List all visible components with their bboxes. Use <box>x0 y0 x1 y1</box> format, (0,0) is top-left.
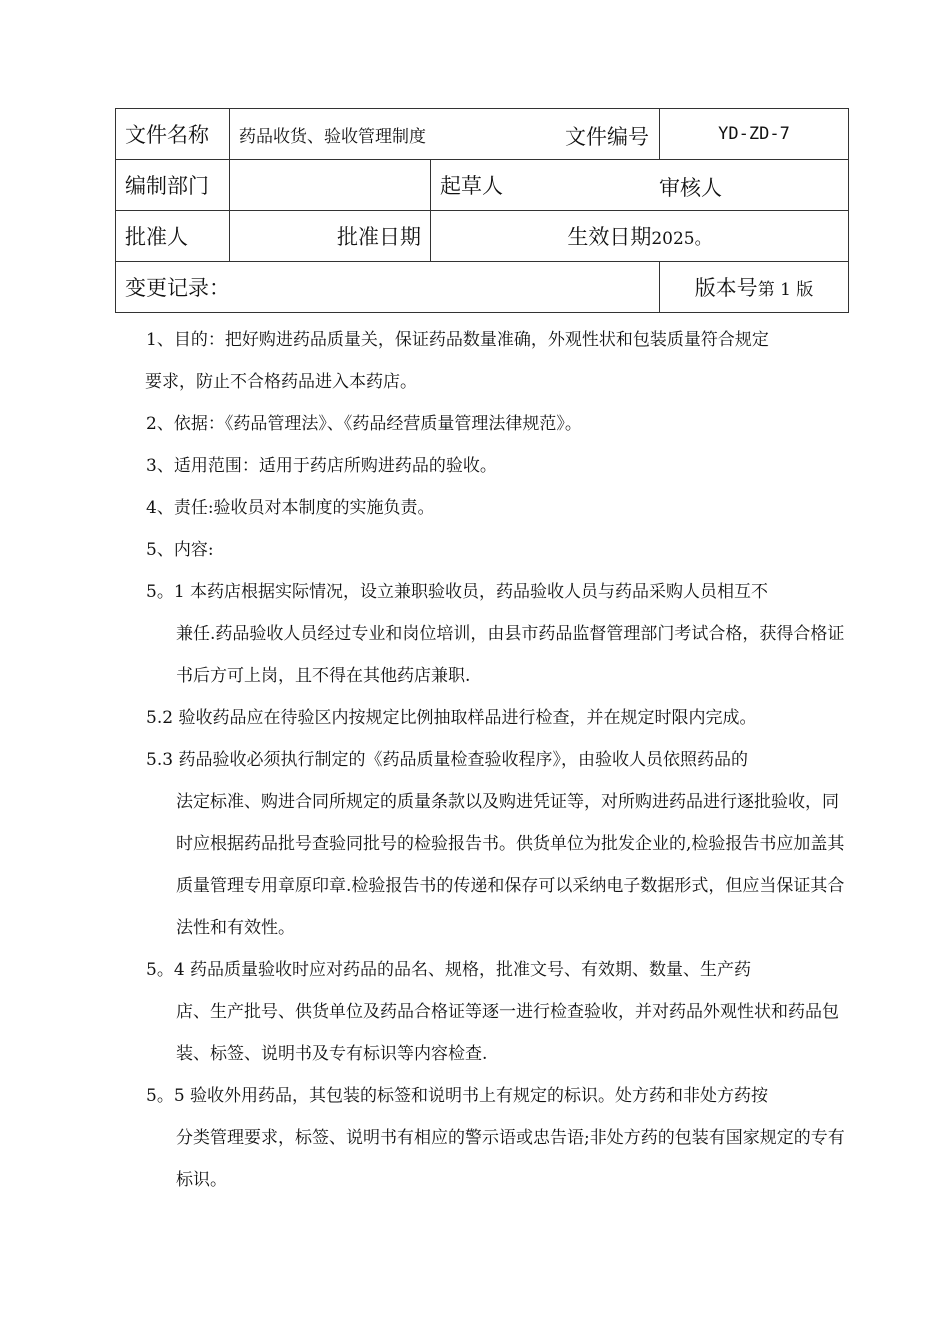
version-label: 版本号 <box>694 276 758 300</box>
section-5-3: 5.3 药品验收必须执行制定的《药品质量检查验收程序》，由验收人员依照药品的 法定标准、购进合同所规定的质量条款以及购进凭证等，对所购进药品进行逐批验收，同时应根据药品批号查验同批号的检验报告书。供货单位为批发企业的,检验报告书应加盖其质量管理专用章原印章.检验报告书的传递和保存可以采纳电子数据形式，但应当保证其合法性和有效性。 <box>146 750 845 938</box>
doc-name-value: 药品收货、验收管理制度 <box>239 126 426 147</box>
section-responsibility: 4、责任:验收员对本制度的实施负责。 <box>146 498 435 518</box>
section-5-4: 5。4 药品质量验收时应对药品的品名、规格，批准文号、有效期、数量、生产药 店、生产批号、供货单位及药品合格证等逐一进行检查验收，并对药品外观性状和药品包装、标签、说明书及专有标识等内容检查. <box>146 960 839 1064</box>
effective-date-label: 生效日期 <box>567 225 652 249</box>
reviewer-label: 审核人 <box>659 176 722 200</box>
doc-name-label: 文件名称 <box>116 109 230 160</box>
section-basis: 2、依据：《药品管理法》、《药品经营质量管理法律规范》。 <box>146 414 582 434</box>
header-row-doc-name <box>116 109 849 160</box>
effective-date-cell <box>431 211 849 262</box>
effective-date-value: 2025。 <box>651 229 712 249</box>
header-row-approval <box>116 211 849 262</box>
section-scope: 3、适用范围：适用于药店所购进药品的验收。 <box>146 456 497 476</box>
section-5-2: 5.2 验收药品应在待验区内按规定比例抽取样品进行检查，并在规定时限内完成。 <box>146 708 757 728</box>
section-5-5: 5。5 验收外用药品，其包装的标签和说明书上有规定的标识。处方药和非处方药按 分类管理要求，标签、说明书有相应的警示语或忠告语;非处方药的包装有国家规定的专有标识。 <box>146 1086 845 1190</box>
version-value: 第 1 版 <box>757 280 814 300</box>
version-cell <box>660 262 849 313</box>
change-record-label: 变更记录： <box>116 262 660 313</box>
approver-label: 批准人 <box>116 211 230 262</box>
doc-no-value: YD-ZD-7 <box>660 109 849 160</box>
drafter-label: 起草人 <box>440 174 503 198</box>
section-purpose: 1、目的：把好购进药品质量关，保证药品数量准确，外观性状和包装质量符合规定 要求，防止不合格药品进入本药店。 <box>145 330 769 392</box>
document-body <box>146 319 848 1201</box>
section-5-1: 5。1 本药店根据实际情况，设立兼职验收员，药品验收人员与药品采购人员相互不 兼任.药品验收人员经过专业和岗位培训，由县市药品监督管理部门考试合格，获得合格证书后方可上岗，且不得在其他药店兼职. <box>146 582 845 686</box>
document-header-table <box>115 108 849 313</box>
header-row-change <box>116 262 849 313</box>
doc-no-label: 文件编号 <box>565 125 649 149</box>
section-content: 5、内容: <box>146 540 214 560</box>
dept-label: 编制部门 <box>116 160 230 211</box>
approve-date-label: 批准日期 <box>230 211 431 262</box>
dept-value <box>230 160 431 211</box>
header-row-dept <box>116 160 849 211</box>
